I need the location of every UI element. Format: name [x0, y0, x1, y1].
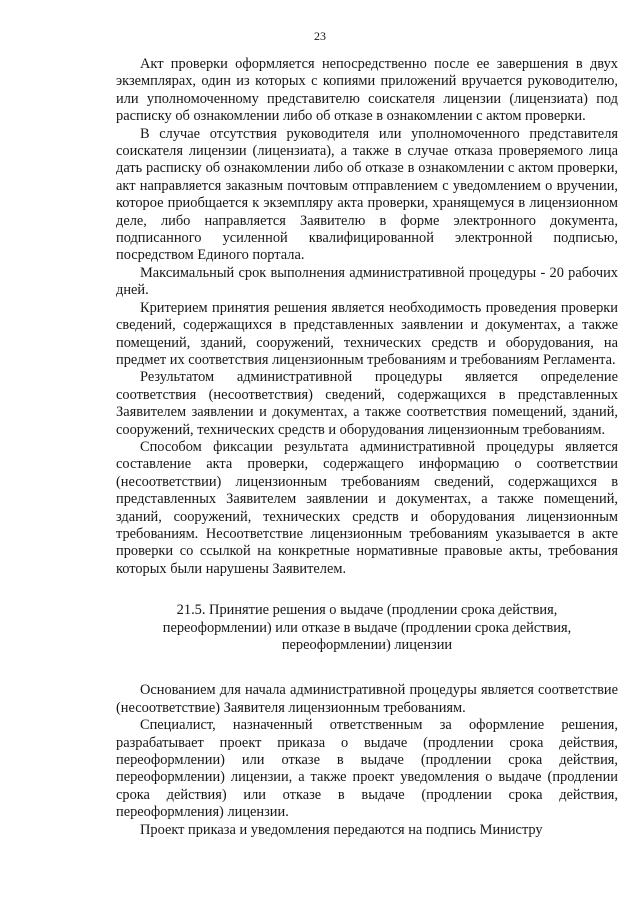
paragraph-draft-submission: Проект приказа и уведомления передаются на подпись Министру [140, 821, 543, 838]
page-number: 23 [314, 29, 326, 43]
paragraph-max-duration: Максимальный срок выполнения административной процедуры - 20 рабочих дней. [116, 264, 618, 299]
paragraph-inspection-act: Акт проверки оформляется непосредственно после ее завершения в двух экземплярах, один из которых с копиями приложений вручается руководителю, или уполномоченному представителю соискателя лицензии (лицензиата) под расписку об ознакомлении либо об отказе в ознакомлении с актом проверки. [116, 56, 618, 125]
paragraph-absence-of-manager: В случае отсутствия руководителя или уполномоченного представителя соискателя лицензии (лицензиата), а также в случае отказа проверяемого лица дать расписку об ознакомлении либо об отказе в ознакомлении с актом проверки, акт направляется заказным почтовым отправлением с уведомлением о вручении, которое приобщается к экземпляру акта проверки, хранящемуся в лицензионном деле, либо направляется Заявителю в форме электронного документа, подписанного усиленной квалифицированной электронной подписью, посредством Единого портала. [116, 125, 618, 264]
paragraph-result-fixation: Способом фиксации результата административной процедуры является составление акта проверки, содержащего информацию о соответствии (несоответствии) лицензионным требованиям сведений, содержащихся в представленных Заявителем заявлении и документах, а также помещений, зданий, сооружений, технических средств и оборудования лицензионным требованиям. Несоответствие лицензионным требованиям указывается в акте проверки со ссылкой на конкретные нормативные правовые акты, требования которых были нарушены Заявителем. [116, 438, 618, 577]
paragraph-specialist-drafts: Специалист, назначенный ответственным за оформление решения, разрабатывает проект приказа о выдаче (продлении срока действия, переоформлении) или отказе в выдаче (продлении срока действия, переоформлении) лицензии, а также проект уведомления о выдаче (продлении срока действия) или отказе в выдаче (продлении срока действия, переоформления) лицензии. [116, 717, 618, 821]
paragraph-decision-criterion: Критерием принятия решения является необходимость проведения проверки сведений, содержащихся в представленных заявлении и документах, а также помещений, зданий, сооружений, технических средств и оборудования, на предмет их соответствия лицензионным требованиям и требованиям Регламента. [116, 299, 618, 368]
section-heading-line-2: переоформлении) или отказе в выдаче (продлении срока действия, [162, 619, 572, 636]
paragraph-procedure-basis: Основанием для начала административной процедуры является соответствие (несоответствие) Заявителя лицензионным требованиям. [116, 682, 618, 716]
section-heading-line-3: переоформлении) лицензии [281, 637, 453, 653]
section-heading-line-1: 21.5. Принятие решения о выдаче (продлении срока действия, [176, 602, 558, 619]
page-body [116, 56, 618, 839]
paragraph-procedure-result: Результатом административной процедуры является определение соответствия (несоответствия) сведений, содержащихся в представленных Заявителем заявлении и документах, а также соответствия помещений, зданий, сооружений, технических средств и оборудования лицензионным требованиям. [116, 369, 618, 438]
section-heading-21-5 [116, 602, 618, 654]
